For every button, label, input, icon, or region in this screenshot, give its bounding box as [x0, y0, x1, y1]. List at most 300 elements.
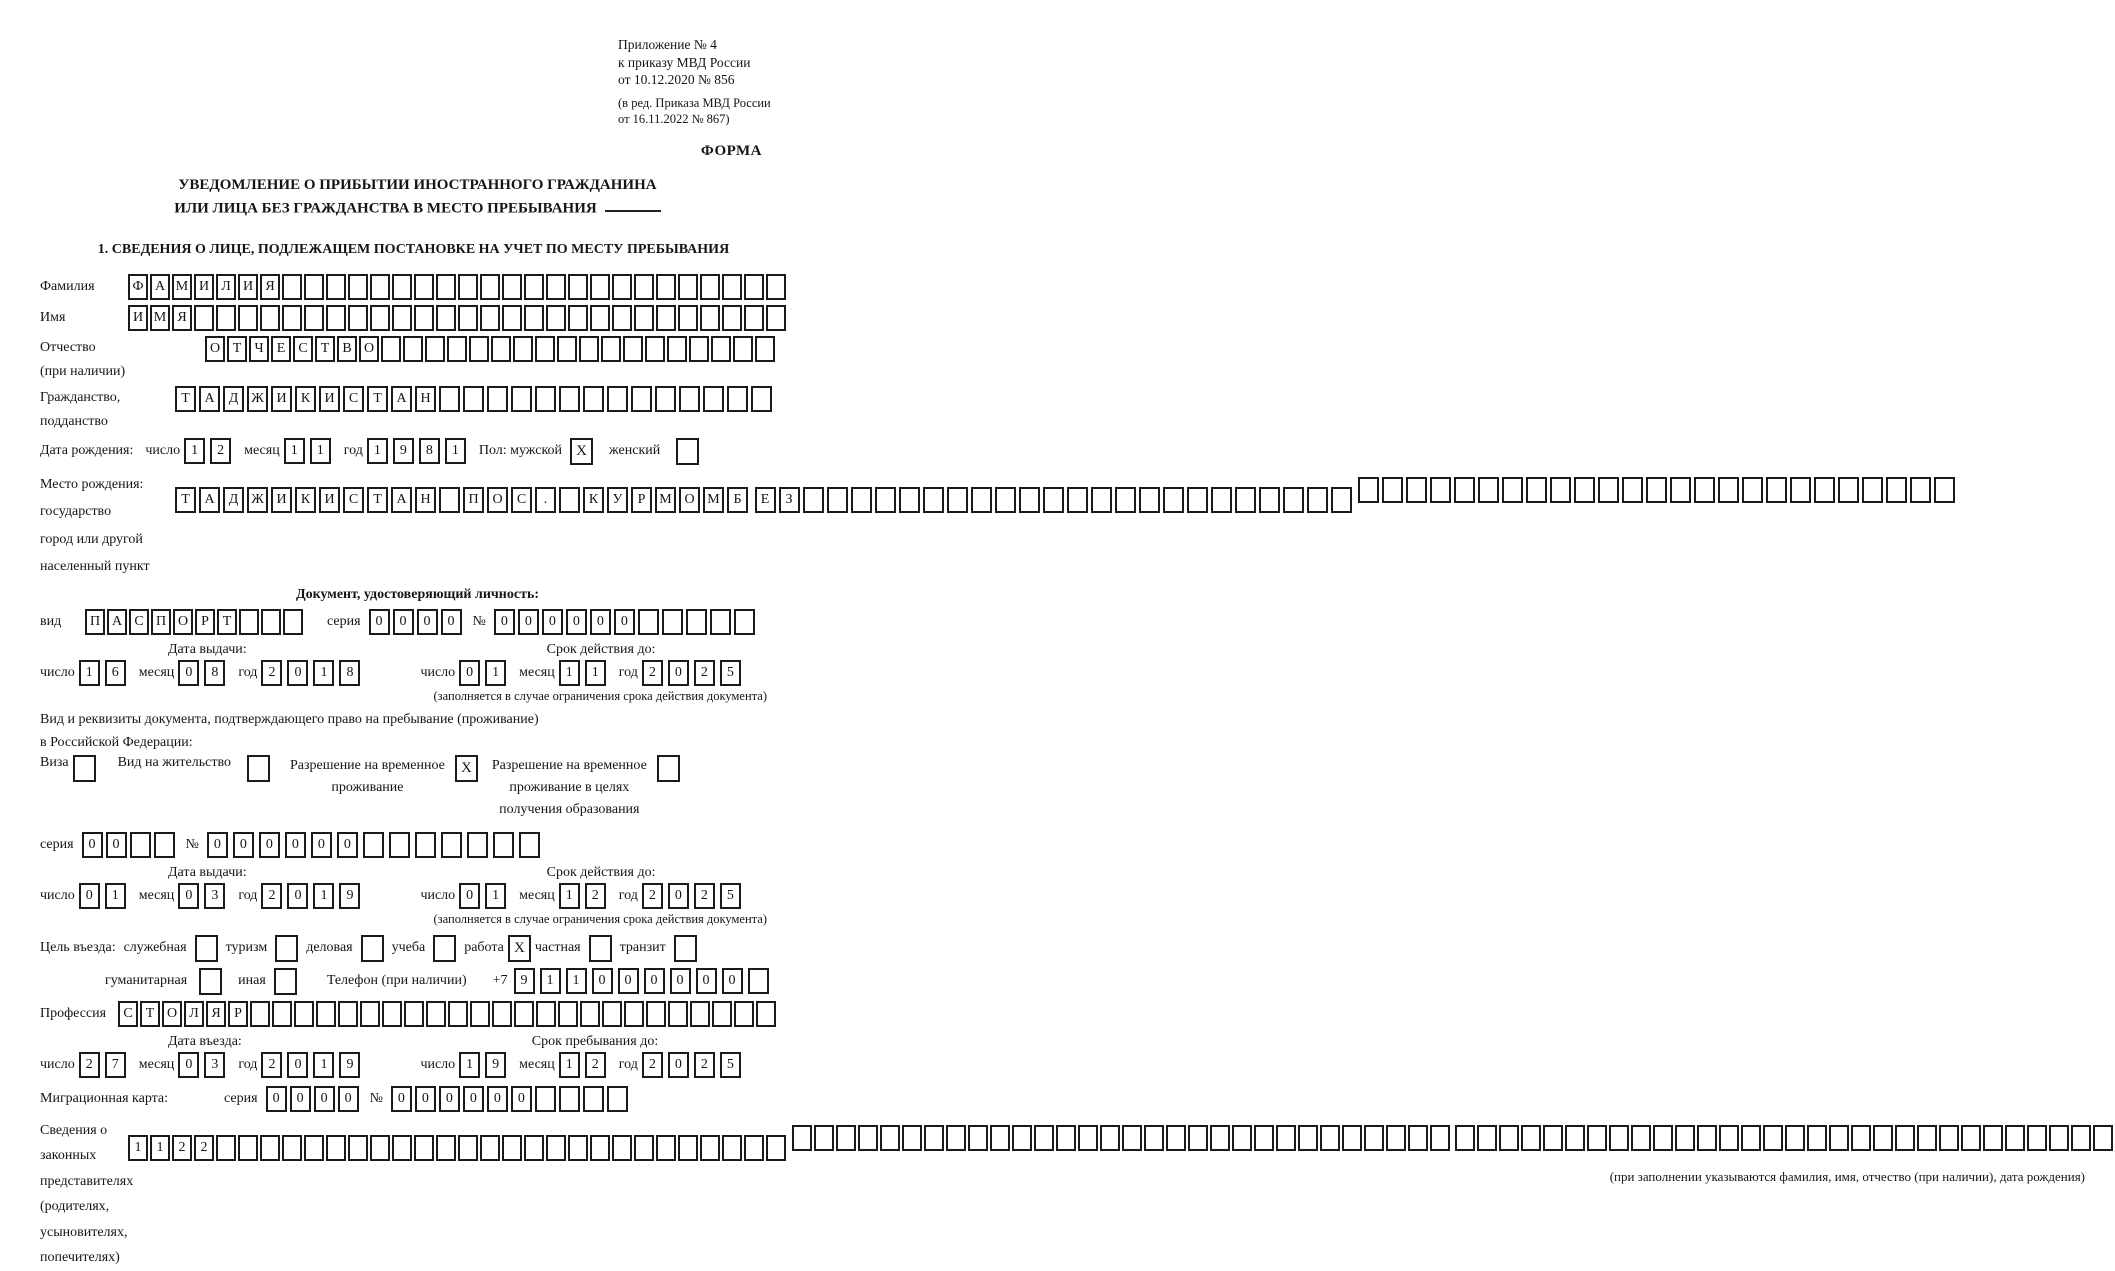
char-box[interactable] — [1232, 1125, 1252, 1151]
char-box[interactable] — [1917, 1125, 1937, 1151]
char-box[interactable] — [751, 386, 772, 412]
residence-series-boxes[interactable] — [82, 832, 178, 858]
purpose-transit-checkbox[interactable] — [674, 935, 697, 962]
char-box[interactable] — [1653, 1125, 1673, 1151]
char-box[interactable]: 0 — [439, 1086, 460, 1112]
char-box[interactable]: 1 — [284, 438, 305, 464]
char-box[interactable]: П — [151, 609, 171, 635]
doc-kind-boxes[interactable] — [85, 609, 305, 635]
char-box[interactable] — [1331, 487, 1352, 513]
char-box[interactable] — [602, 1001, 622, 1027]
char-box[interactable]: Т — [367, 487, 388, 513]
doc-number-boxes[interactable] — [494, 609, 758, 635]
char-box[interactable] — [1697, 1125, 1717, 1151]
char-box[interactable]: 1 — [559, 883, 580, 909]
char-box[interactable]: А — [391, 386, 412, 412]
char-box[interactable]: С — [343, 487, 364, 513]
char-box[interactable]: 0 — [106, 832, 127, 858]
char-box[interactable] — [436, 305, 456, 331]
char-box[interactable] — [1934, 477, 1955, 503]
char-box[interactable] — [755, 336, 775, 362]
char-box[interactable]: А — [107, 609, 127, 635]
purpose-work-checkbox[interactable]: X — [508, 935, 531, 962]
char-box[interactable] — [559, 1086, 580, 1112]
char-box[interactable] — [535, 386, 556, 412]
char-box[interactable] — [348, 274, 368, 300]
char-box[interactable]: 5 — [720, 883, 741, 909]
char-box[interactable] — [645, 336, 665, 362]
char-box[interactable] — [439, 487, 460, 513]
legal-boxes-row3[interactable] — [1455, 1125, 2115, 1151]
char-box[interactable] — [414, 1135, 434, 1161]
char-box[interactable] — [1259, 487, 1280, 513]
char-box[interactable] — [748, 968, 769, 994]
char-box[interactable] — [899, 487, 920, 513]
char-box[interactable] — [733, 336, 753, 362]
char-box[interactable] — [1034, 1125, 1054, 1151]
char-box[interactable]: 9 — [339, 1052, 360, 1078]
char-box[interactable] — [382, 1001, 402, 1027]
patronymic-boxes[interactable] — [205, 336, 777, 362]
char-box[interactable]: 1 — [313, 1052, 334, 1078]
char-box[interactable]: 0 — [644, 968, 665, 994]
char-box[interactable] — [655, 386, 676, 412]
char-box[interactable]: 9 — [339, 883, 360, 909]
char-box[interactable] — [272, 1001, 292, 1027]
char-box[interactable]: 1 — [150, 1135, 170, 1161]
char-box[interactable] — [700, 305, 720, 331]
char-box[interactable] — [360, 1001, 380, 1027]
char-box[interactable] — [370, 1135, 390, 1161]
residence-number-boxes[interactable] — [207, 832, 545, 858]
char-box[interactable]: О — [679, 487, 700, 513]
char-box[interactable] — [1719, 1125, 1739, 1151]
char-box[interactable] — [436, 274, 456, 300]
char-box[interactable] — [439, 386, 460, 412]
char-box[interactable]: 1 — [367, 438, 388, 464]
char-box[interactable] — [1742, 477, 1763, 503]
char-box[interactable]: Н — [415, 487, 436, 513]
char-box[interactable] — [458, 305, 478, 331]
char-box[interactable]: 2 — [261, 660, 282, 686]
char-box[interactable] — [1254, 1125, 1274, 1151]
char-box[interactable] — [1631, 1125, 1651, 1151]
char-box[interactable]: С — [118, 1001, 138, 1027]
stay-month-boxes[interactable] — [559, 1052, 611, 1078]
char-box[interactable] — [1910, 477, 1931, 503]
char-box[interactable]: О — [359, 336, 379, 362]
residence-valid-month-boxes[interactable] — [559, 883, 611, 909]
char-box[interactable]: 1 — [313, 660, 334, 686]
char-box[interactable] — [1814, 477, 1835, 503]
char-box[interactable] — [326, 305, 346, 331]
residence-permit-checkbox[interactable] — [247, 755, 270, 782]
char-box[interactable] — [338, 1001, 358, 1027]
char-box[interactable] — [722, 274, 742, 300]
legal-boxes-row1[interactable] — [128, 1135, 788, 1161]
char-box[interactable]: 0 — [233, 832, 254, 858]
issue-day-boxes[interactable] — [79, 660, 131, 686]
char-box[interactable] — [2027, 1125, 2047, 1151]
char-box[interactable] — [1454, 477, 1475, 503]
char-box[interactable]: 2 — [694, 883, 715, 909]
char-box[interactable] — [304, 274, 324, 300]
char-box[interactable] — [583, 1086, 604, 1112]
birth-day-boxes[interactable] — [184, 438, 236, 464]
char-box[interactable] — [238, 1135, 258, 1161]
char-box[interactable]: К — [295, 487, 316, 513]
char-box[interactable] — [381, 336, 401, 362]
entry-day-boxes[interactable] — [79, 1052, 131, 1078]
char-box[interactable] — [1565, 1125, 1585, 1151]
char-box[interactable] — [535, 336, 555, 362]
char-box[interactable]: 1 — [79, 660, 100, 686]
char-box[interactable] — [558, 1001, 578, 1027]
char-box[interactable]: 0 — [393, 609, 414, 635]
char-box[interactable] — [1766, 477, 1787, 503]
char-box[interactable]: 8 — [204, 660, 225, 686]
char-box[interactable] — [535, 1086, 556, 1112]
char-box[interactable] — [947, 487, 968, 513]
char-box[interactable]: 1 — [559, 1052, 580, 1078]
char-box[interactable] — [1807, 1125, 1827, 1151]
char-box[interactable]: 0 — [337, 832, 358, 858]
char-box[interactable] — [304, 1135, 324, 1161]
char-box[interactable]: И — [271, 487, 292, 513]
purpose-private-checkbox[interactable] — [589, 935, 612, 962]
char-box[interactable]: 0 — [614, 609, 635, 635]
char-box[interactable]: 0 — [668, 1052, 689, 1078]
char-box[interactable] — [130, 832, 151, 858]
char-box[interactable]: 0 — [417, 609, 438, 635]
char-box[interactable] — [700, 274, 720, 300]
valid-day-boxes[interactable] — [459, 660, 511, 686]
char-box[interactable] — [1210, 1125, 1230, 1151]
char-box[interactable] — [363, 832, 384, 858]
residence-issue-day-boxes[interactable] — [79, 883, 131, 909]
char-box[interactable] — [624, 1001, 644, 1027]
visa-checkbox[interactable] — [73, 755, 96, 782]
char-box[interactable] — [711, 336, 731, 362]
char-box[interactable]: П — [463, 487, 484, 513]
char-box[interactable] — [656, 305, 676, 331]
char-box[interactable] — [2049, 1125, 2069, 1151]
char-box[interactable]: 0 — [287, 1052, 308, 1078]
char-box[interactable]: 1 — [485, 883, 506, 909]
char-box[interactable]: 0 — [511, 1086, 532, 1112]
surname-boxes[interactable] — [128, 274, 788, 300]
valid-month-boxes[interactable] — [559, 660, 611, 686]
char-box[interactable] — [814, 1125, 834, 1151]
migration-number-boxes[interactable] — [391, 1086, 631, 1112]
char-box[interactable]: 5 — [720, 1052, 741, 1078]
char-box[interactable] — [463, 386, 484, 412]
phone-boxes[interactable] — [514, 968, 774, 994]
char-box[interactable] — [1019, 487, 1040, 513]
char-box[interactable] — [441, 832, 462, 858]
char-box[interactable]: 2 — [694, 660, 715, 686]
char-box[interactable] — [1235, 487, 1256, 513]
char-box[interactable] — [491, 336, 511, 362]
char-box[interactable] — [154, 832, 175, 858]
char-box[interactable] — [1187, 487, 1208, 513]
char-box[interactable]: О — [205, 336, 225, 362]
char-box[interactable]: 0 — [285, 832, 306, 858]
char-box[interactable]: М — [655, 487, 676, 513]
char-box[interactable]: У — [607, 487, 628, 513]
char-box[interactable]: 0 — [463, 1086, 484, 1112]
char-box[interactable]: 0 — [266, 1086, 287, 1112]
char-box[interactable] — [493, 832, 514, 858]
char-box[interactable] — [1574, 477, 1595, 503]
char-box[interactable]: 2 — [172, 1135, 192, 1161]
char-box[interactable] — [1307, 487, 1328, 513]
char-box[interactable]: 0 — [178, 660, 199, 686]
char-box[interactable] — [1430, 477, 1451, 503]
char-box[interactable] — [492, 1001, 512, 1027]
char-box[interactable]: И — [319, 386, 340, 412]
purpose-commercial-checkbox[interactable] — [361, 935, 384, 962]
char-box[interactable]: 1 — [105, 883, 126, 909]
char-box[interactable]: К — [295, 386, 316, 412]
char-box[interactable] — [766, 274, 786, 300]
char-box[interactable] — [792, 1125, 812, 1151]
char-box[interactable] — [722, 1135, 742, 1161]
char-box[interactable] — [875, 487, 896, 513]
char-box[interactable] — [1521, 1125, 1541, 1151]
char-box[interactable]: 0 — [590, 609, 611, 635]
char-box[interactable] — [425, 336, 445, 362]
char-box[interactable] — [1408, 1125, 1428, 1151]
char-box[interactable] — [607, 1086, 628, 1112]
char-box[interactable]: 0 — [542, 609, 563, 635]
char-box[interactable] — [559, 386, 580, 412]
char-box[interactable] — [1675, 1125, 1695, 1151]
char-box[interactable] — [1342, 1125, 1362, 1151]
char-box[interactable]: С — [343, 386, 364, 412]
char-box[interactable] — [678, 1135, 698, 1161]
char-box[interactable]: 0 — [82, 832, 103, 858]
char-box[interactable] — [803, 487, 824, 513]
char-box[interactable]: А — [199, 487, 220, 513]
char-box[interactable]: А — [391, 487, 412, 513]
char-box[interactable]: 2 — [694, 1052, 715, 1078]
char-box[interactable]: 2 — [194, 1135, 214, 1161]
char-box[interactable]: 0 — [668, 660, 689, 686]
char-box[interactable] — [1364, 1125, 1384, 1151]
char-box[interactable] — [1386, 1125, 1406, 1151]
char-box[interactable] — [686, 609, 707, 635]
char-box[interactable] — [480, 274, 500, 300]
char-box[interactable] — [1320, 1125, 1340, 1151]
char-box[interactable] — [469, 336, 489, 362]
char-box[interactable] — [568, 1135, 588, 1161]
char-box[interactable] — [559, 487, 580, 513]
char-box[interactable] — [447, 336, 467, 362]
char-box[interactable] — [2071, 1125, 2091, 1151]
char-box[interactable] — [1609, 1125, 1629, 1151]
citizenship-boxes[interactable] — [175, 386, 775, 412]
char-box[interactable] — [703, 386, 724, 412]
char-box[interactable] — [1838, 477, 1859, 503]
char-box[interactable]: 2 — [642, 883, 663, 909]
char-box[interactable]: Я — [172, 305, 192, 331]
char-box[interactable]: 0 — [592, 968, 613, 994]
char-box[interactable] — [403, 336, 423, 362]
birth-place-boxes-row1[interactable] — [175, 487, 751, 513]
char-box[interactable] — [436, 1135, 456, 1161]
char-box[interactable]: А — [150, 274, 170, 300]
birth-place-boxes-row3[interactable] — [1358, 477, 1958, 503]
char-box[interactable] — [260, 1135, 280, 1161]
char-box[interactable] — [1100, 1125, 1120, 1151]
char-box[interactable] — [1043, 487, 1064, 513]
char-box[interactable] — [612, 1135, 632, 1161]
char-box[interactable] — [1406, 477, 1427, 503]
char-box[interactable] — [546, 305, 566, 331]
char-box[interactable] — [1358, 477, 1379, 503]
char-box[interactable] — [250, 1001, 270, 1027]
valid-year-boxes[interactable] — [642, 660, 746, 686]
char-box[interactable] — [1283, 487, 1304, 513]
char-box[interactable]: П — [85, 609, 105, 635]
char-box[interactable]: . — [535, 487, 556, 513]
char-box[interactable]: 0 — [338, 1086, 359, 1112]
char-box[interactable] — [502, 305, 522, 331]
char-box[interactable] — [2005, 1125, 2025, 1151]
char-box[interactable]: 0 — [441, 609, 462, 635]
char-box[interactable] — [902, 1125, 922, 1151]
char-box[interactable] — [513, 336, 533, 362]
char-box[interactable] — [1622, 477, 1643, 503]
char-box[interactable] — [646, 1001, 666, 1027]
char-box[interactable]: 0 — [207, 832, 228, 858]
char-box[interactable] — [1785, 1125, 1805, 1151]
char-box[interactable]: 9 — [485, 1052, 506, 1078]
char-box[interactable] — [1139, 487, 1160, 513]
stay-year-boxes[interactable] — [642, 1052, 746, 1078]
char-box[interactable] — [216, 1135, 236, 1161]
char-box[interactable] — [1455, 1125, 1475, 1151]
char-box[interactable]: Д — [223, 487, 244, 513]
char-box[interactable]: 1 — [585, 660, 606, 686]
char-box[interactable] — [1851, 1125, 1871, 1151]
char-box[interactable]: 1 — [310, 438, 331, 464]
char-box[interactable] — [1939, 1125, 1959, 1151]
doc-series-boxes[interactable] — [369, 609, 465, 635]
char-box[interactable] — [514, 1001, 534, 1027]
char-box[interactable] — [722, 305, 742, 331]
rvp-checkbox[interactable]: X — [455, 755, 478, 782]
char-box[interactable]: 2 — [585, 1052, 606, 1078]
char-box[interactable]: С — [511, 487, 532, 513]
char-box[interactable] — [546, 274, 566, 300]
residence-issue-year-boxes[interactable] — [261, 883, 365, 909]
birth-place-boxes-row2[interactable] — [755, 487, 1355, 513]
char-box[interactable] — [1188, 1125, 1208, 1151]
char-box[interactable] — [851, 487, 872, 513]
char-box[interactable] — [348, 305, 368, 331]
char-box[interactable]: 0 — [178, 1052, 199, 1078]
char-box[interactable]: А — [199, 386, 220, 412]
char-box[interactable] — [1670, 477, 1691, 503]
char-box[interactable] — [194, 305, 214, 331]
char-box[interactable]: Ф — [128, 274, 148, 300]
char-box[interactable] — [858, 1125, 878, 1151]
char-box[interactable] — [282, 1135, 302, 1161]
char-box[interactable]: 1 — [445, 438, 466, 464]
char-box[interactable] — [1983, 1125, 2003, 1151]
char-box[interactable] — [734, 1001, 754, 1027]
char-box[interactable]: 0 — [722, 968, 743, 994]
char-box[interactable] — [1382, 477, 1403, 503]
char-box[interactable]: 3 — [204, 883, 225, 909]
char-box[interactable] — [710, 609, 731, 635]
char-box[interactable] — [995, 487, 1016, 513]
char-box[interactable] — [389, 832, 410, 858]
char-box[interactable] — [631, 386, 652, 412]
char-box[interactable] — [946, 1125, 966, 1151]
char-box[interactable] — [623, 336, 643, 362]
char-box[interactable]: 5 — [720, 660, 741, 686]
char-box[interactable]: 8 — [419, 438, 440, 464]
issue-month-boxes[interactable] — [178, 660, 230, 686]
char-box[interactable]: 7 — [105, 1052, 126, 1078]
char-box[interactable] — [502, 1135, 522, 1161]
char-box[interactable] — [1502, 477, 1523, 503]
char-box[interactable] — [511, 386, 532, 412]
char-box[interactable] — [238, 305, 258, 331]
char-box[interactable]: 2 — [585, 883, 606, 909]
char-box[interactable]: 1 — [566, 968, 587, 994]
char-box[interactable]: И — [238, 274, 258, 300]
char-box[interactable] — [580, 1001, 600, 1027]
purpose-tourism-checkbox[interactable] — [275, 935, 298, 962]
char-box[interactable] — [656, 274, 676, 300]
char-box[interactable] — [668, 1001, 688, 1027]
char-box[interactable]: Т — [227, 336, 247, 362]
char-box[interactable]: Д — [223, 386, 244, 412]
stay-day-boxes[interactable] — [459, 1052, 511, 1078]
char-box[interactable]: Р — [228, 1001, 248, 1027]
char-box[interactable]: Я — [260, 274, 280, 300]
char-box[interactable]: Т — [367, 386, 388, 412]
char-box[interactable]: 0 — [415, 1086, 436, 1112]
char-box[interactable] — [1298, 1125, 1318, 1151]
profession-boxes[interactable] — [118, 1001, 778, 1027]
char-box[interactable]: 3 — [204, 1052, 225, 1078]
char-box[interactable]: Л — [184, 1001, 204, 1027]
char-box[interactable] — [348, 1135, 368, 1161]
char-box[interactable]: С — [293, 336, 313, 362]
char-box[interactable] — [458, 274, 478, 300]
legal-boxes-row2[interactable] — [792, 1125, 1452, 1151]
char-box[interactable]: 1 — [128, 1135, 148, 1161]
char-box[interactable] — [634, 274, 654, 300]
char-box[interactable]: Р — [195, 609, 215, 635]
char-box[interactable]: 0 — [696, 968, 717, 994]
char-box[interactable]: Н — [415, 386, 436, 412]
char-box[interactable]: М — [703, 487, 724, 513]
rvp-education-checkbox[interactable] — [657, 755, 680, 782]
char-box[interactable] — [727, 386, 748, 412]
char-box[interactable]: К — [583, 487, 604, 513]
char-box[interactable] — [1862, 477, 1883, 503]
char-box[interactable] — [326, 274, 346, 300]
char-box[interactable] — [924, 1125, 944, 1151]
char-box[interactable]: 2 — [261, 1052, 282, 1078]
char-box[interactable] — [1163, 487, 1184, 513]
